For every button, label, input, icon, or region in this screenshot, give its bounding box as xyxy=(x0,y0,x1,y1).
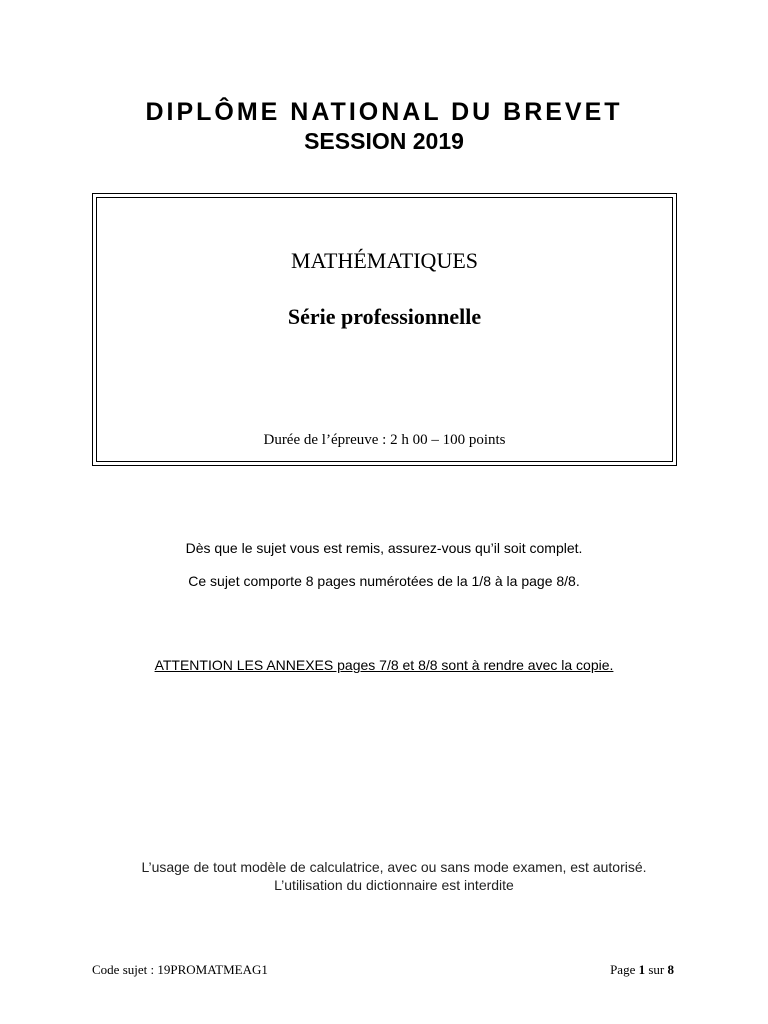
page-prefix: Page xyxy=(610,962,636,977)
subject-box xyxy=(92,193,677,466)
annex-warning xyxy=(0,657,768,673)
exam-title: DIPLÔME NATIONAL DU BREVET xyxy=(145,98,623,126)
page-total: 8 xyxy=(667,962,674,977)
subject-code: Code sujet : 19PROMATMEAG1 xyxy=(92,962,268,977)
page-middle: sur xyxy=(648,962,665,977)
annex-warning-text: ATTENTION LES ANNEXES pages 7/8 et 8/8 sont à rendre avec la copie. xyxy=(154,657,614,673)
series-title: Série professionnelle xyxy=(287,304,482,329)
page-current: 1 xyxy=(638,962,646,977)
calculator-rule: L’usage de tout modèle de calculatrice, avec ou sans mode examen, est autorisé. xyxy=(141,859,647,875)
dictionary-rule: L’utilisation du dictionnaire est interdite xyxy=(274,877,514,893)
subject-box-inner-border xyxy=(96,197,673,462)
subject-title: MATHÉMATIQUES xyxy=(291,248,478,273)
exam-session: SESSION 2019 xyxy=(304,128,464,154)
completeness-instruction: Dès que le sujet vous est remis, assurez-vous qu’il soit complet. xyxy=(185,540,583,556)
page-count-instruction: Ce sujet comporte 8 pages numérotées de la 1/8 à la page 8/8. xyxy=(188,573,580,589)
exam-duration: Durée de l’épreuve : 2 h 00 – 100 points xyxy=(263,432,506,448)
page-number xyxy=(610,962,674,978)
